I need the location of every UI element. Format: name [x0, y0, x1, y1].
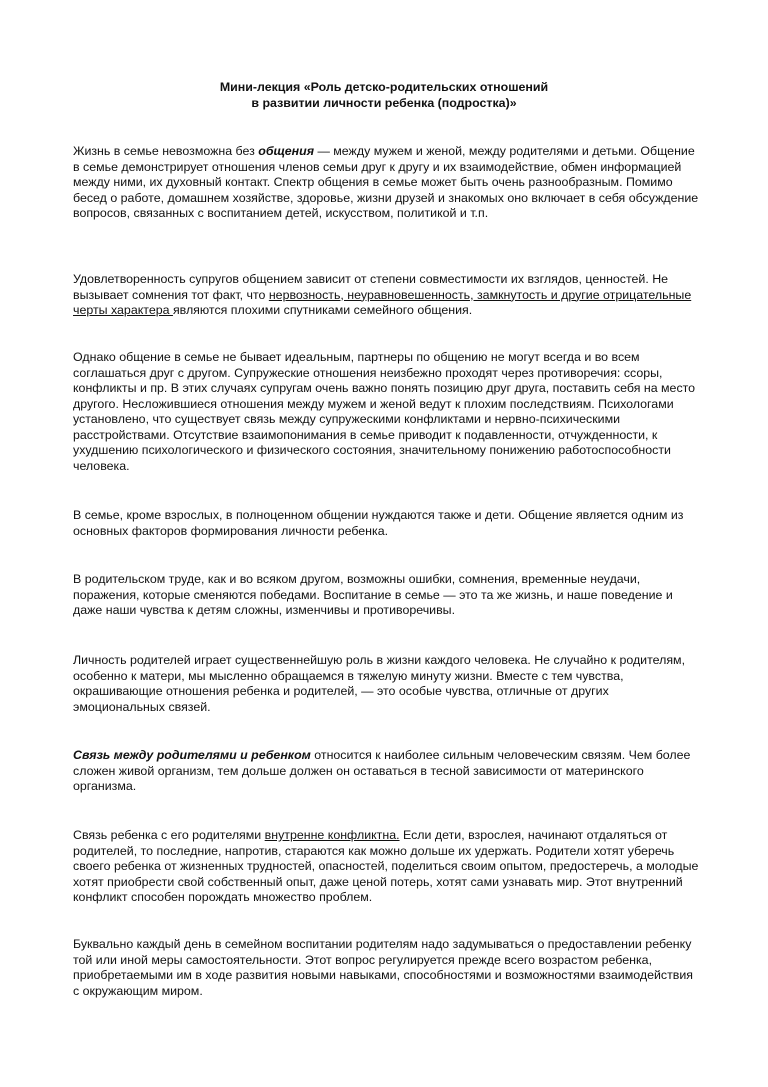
- paragraph-children: В семье, кроме взрослых, в полноценном общении нуждаются также и дети. Общение является одним из основных факторов формирования личности ребенка.: [73, 508, 684, 538]
- p2-underlined: нервозность, неуравновешенность, замкнутость и другие отрицательные черты характера: [73, 287, 692, 317]
- title-line-2: в развитии личности ребенка (подростка)»: [251, 95, 517, 110]
- p2-text-end: являются плохими спутниками семейного общения.: [172, 303, 473, 317]
- p1-text-start: Жизнь в семье невозможна без: [73, 144, 259, 158]
- p1-text-end: — между мужем и женой, между родителями и детьми. Общение в семье демонстрирует отношения членов семьи друг к другу и их взаимодействие, обмен информацией между ними, их духовный контакт. Спектр общения в семье может быть очень разнообразным. Помимо бесед о работе, домашнем хозяйстве, здоровье, жизни друзей и знакомых оно включает в себя обсуждение вопросов, связанных с воспитанием детей, искусством, политикой и т.п.: [73, 144, 699, 220]
- paragraph-independence: Буквально каждый день в семейном воспитании родителям надо задумываться о предоставлении ребенку той или иной меры самостоятельности. Этот вопрос регулируется прежде всего возрастом ребенка, приобретаемыми им в ходе развития новыми навыками, способностями и возможностями взаимодействия с окружающим миром.: [73, 937, 693, 998]
- p2-text-start: Удовлетворенность супругов общением зависит от степени совместимости их взглядов, ценностей. Не вызывает сомнения тот факт, что: [73, 272, 669, 302]
- p8-text-end: Если дети, взрослея, начинают отдаляться от родителей, то последние, напротив, стараются как можно дольше их удержать. Родители хотят уберечь своего ребенка от жизненных трудностей, опасностей, поделиться своим опытом, предостеречь, а молодые хотят приобрести свой собственный опыт, даже ценой потерь, хотят сами узнавать мир. Этот внутренний конфликт способен порождать множество проблем.: [73, 828, 699, 904]
- title-line-1: Мини-лекция «Роль детско-родительских отношений: [219, 80, 549, 94]
- paragraph-communication: [73, 144, 699, 222]
- p8-underlined: внутренне конфликтна.: [264, 828, 400, 842]
- p7-emphasis: Связь между родителями и ребенком: [73, 748, 311, 762]
- document-title: [0, 80, 768, 111]
- paragraph-bond: [73, 748, 699, 795]
- p7-text-end: относится к наиболее сильным человеческим связям. Чем более сложен живой организм, тем дольше должен он оставаться в тесной зависимости от материнского организма.: [73, 748, 691, 793]
- p1-emphasis: общения: [258, 144, 315, 158]
- paragraph-parental-work: В родительском труде, как и во всяком другом, возможны ошибки, сомнения, временные неудачи, поражения, которые сменяются победами. Воспитание в семье — это та же жизнь, и наше поведение и даже наши чувства к детям сложны, изменчивы и противоречивы.: [73, 572, 673, 617]
- paragraph-satisfaction: [73, 272, 699, 319]
- p8-text-start: Связь ребенка с его родителями: [73, 828, 265, 842]
- paragraph-conflicts: Однако общение в семье не бывает идеальным, партнеры по общению не могут всегда и во всем соглашаться друг с другом. Супружеские отношения неизбежно проходят через противоречия: ссоры, конфликты и пр. В этих случаях супругам очень важно понять позицию друг друга, поставить себя на место другого. Несложившиеся отношения между мужем и женой ведут к плохим последствиям. Психологами установлено, что существует связь между супружескими конфликтами и нервно-психическими расстройствами. Отсутствие взаимопонимания в семье приводит к подавленности, отчужденности, к ухудшению психологического и физического состояния, значительному понижению работоспособности человека.: [73, 350, 696, 473]
- paragraph-parent-personality: Личность родителей играет существеннейшую роль в жизни каждого человека. Не случайно к родителям, особенно к матери, мы мысленно обращаемся в тяжелую минуту жизни. Вместе с тем чувства, окрашивающие отношения ребенка и родителей, — это особые чувства, отличные от других эмоциональных связей.: [73, 653, 686, 714]
- paragraph-internal-conflict: [73, 828, 699, 906]
